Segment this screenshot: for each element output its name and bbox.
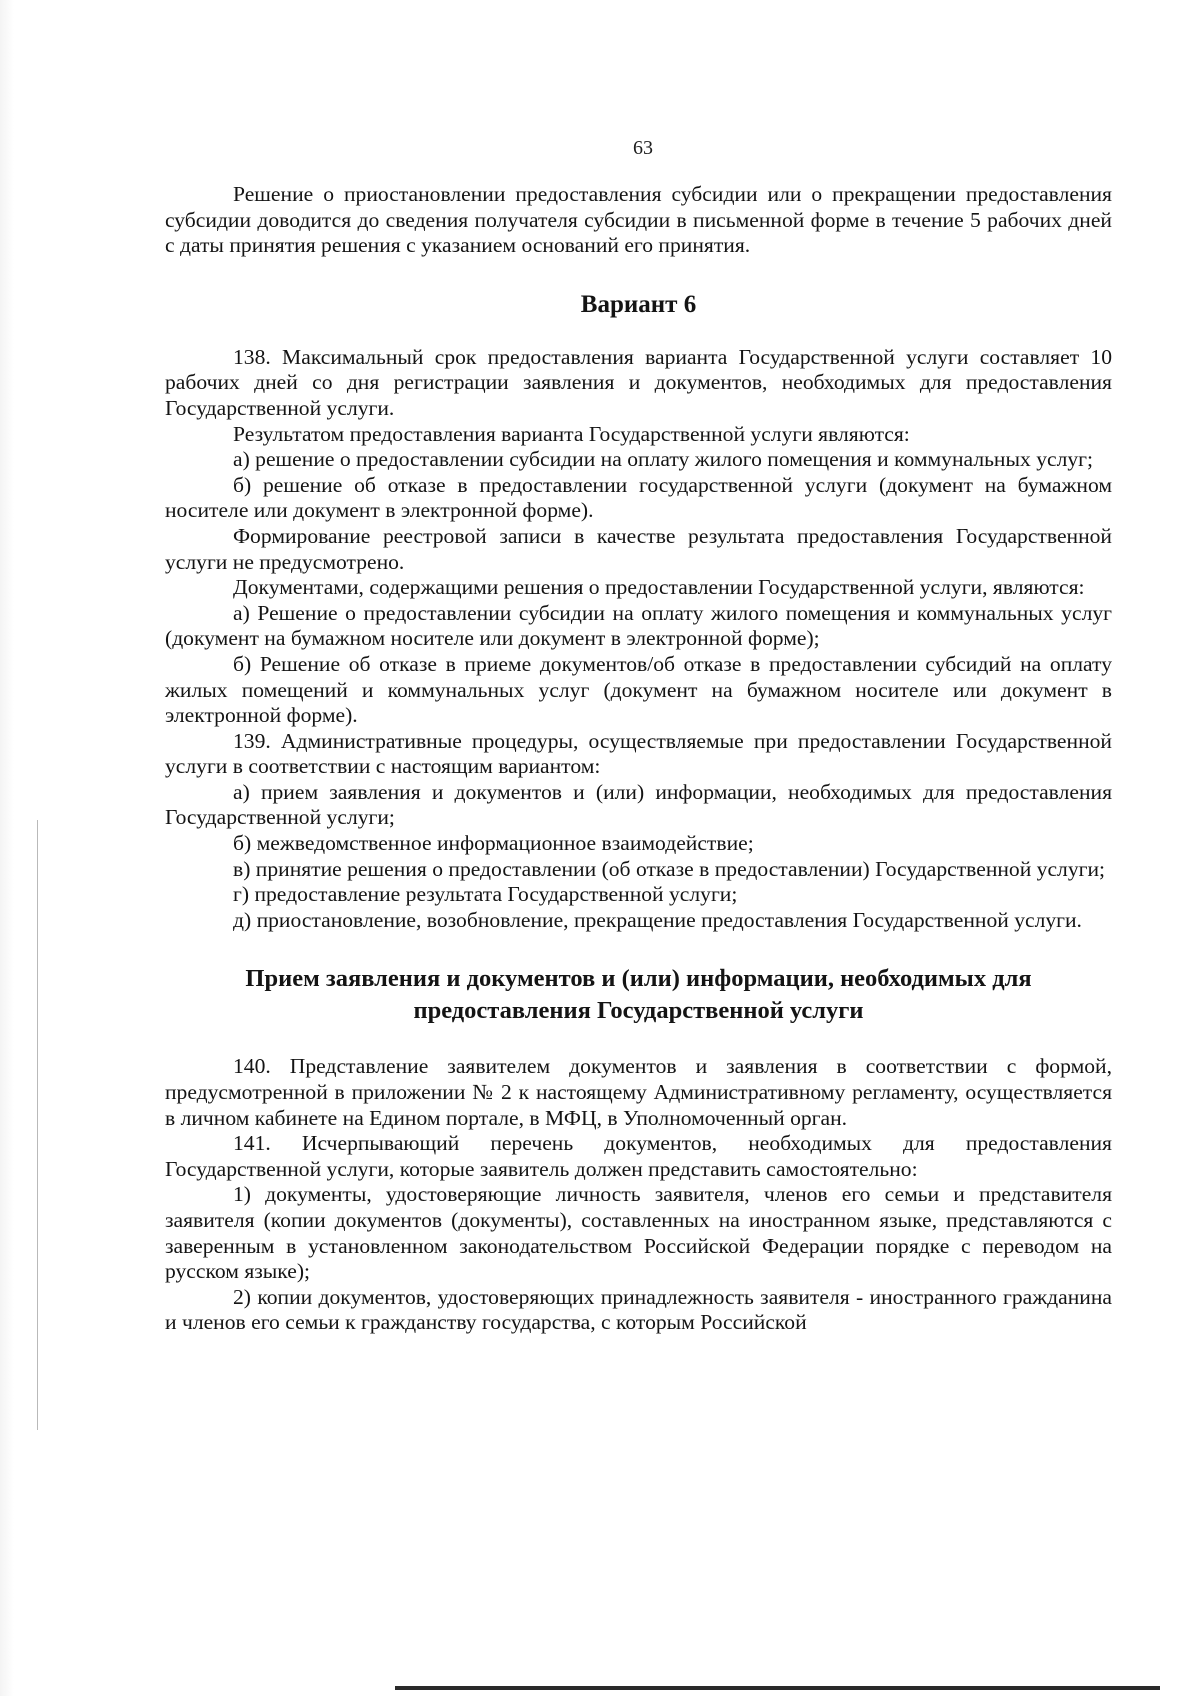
intro-paragraph: Решение о приостановлении предоставления субсидии или о прекращении предоставления субсидии доводится до сведения получателя субсидии в письменной форме в течение 5 рабочих дней с даты принятия решения с указанием оснований его принятия.	[165, 182, 1112, 258]
document-item-1: 1) документы, удостоверяющие личность заявителя, членов его семьи и представителя заявителя (копии документов (документы), составленных на иностранном языке, представляются с заверенным в установленном законодательством Российской Федерации порядке с переводом на русском языке);	[165, 1182, 1112, 1284]
page-number: 63	[633, 137, 653, 159]
scan-sheet-edge	[0, 0, 14, 1696]
section-heading: Прием заявления и документов и (или) информации, необходимых для предоставления Государственной услуги	[245, 965, 1032, 1025]
procedure-b: б) межведомственное информационное взаимодействие;	[233, 831, 754, 856]
paragraph-141: 141. Исчерпывающий перечень документов, необходимых для предоставления Государственной услуги, которые заявитель должен представить самостоятельно:	[165, 1131, 1112, 1181]
decision-docs-intro: Документами, содержащими решения о предоставлении Государственной услуги, являются:	[233, 575, 1085, 600]
document-item-2: 2) копии документов, удостоверяющих принадлежность заявителя - иностранного гражданина и членов его семьи к гражданству государства, с которым Российской	[165, 1284, 1112, 1335]
result-item-a: а) решение о предоставлении субсидии на оплату жилого помещения и коммунальных услуг;	[233, 447, 1094, 472]
procedure-a: а) прием заявления и документов и (или) информации, необходимых для предоставления Государственной услуги;	[165, 779, 1112, 830]
paragraph-140: 140. Представление заявителем документов и заявления в соответствии с формой, предусмотренной в приложении № 2 к настоящему Административному регламенту, осуществляется в личном кабинете на Едином портале, в МФЦ, в Уполномоченный орган.	[165, 1054, 1112, 1130]
paragraph-139: 139. Административные процедуры, осуществляемые при предоставлении Государственной услуги в соответствии с настоящим вариантом:	[165, 728, 1112, 779]
scan-bottom-edge	[395, 1686, 1160, 1690]
result-item-b: б) решение об отказе в предоставлении государственной услуги (документ на бумажном носителе или документ в электронной форме).	[165, 472, 1112, 523]
result-intro: Результатом предоставления варианта Государственной услуги являются:	[233, 421, 910, 446]
document-body	[165, 182, 1112, 1336]
decision-doc-b: б) Решение об отказе в приеме документов/об отказе в предоставлении субсидий на оплату жилых помещений и коммунальных услуг (документ на бумажном носителе или документ в электронной форме).	[165, 651, 1112, 728]
paragraph-138: 138. Максимальный срок предоставления варианта Государственной услуги составляет 10 рабочих дней со дня регистрации заявления и документов, необходимых для предоставления Государственной услуги.	[165, 344, 1112, 420]
registry-note: Формирование реестровой записи в качестве результата предоставления Государственной услуги не предусмотрено.	[165, 523, 1112, 574]
variant-heading: Вариант 6	[580, 290, 697, 318]
scan-margin-mark	[37, 820, 38, 1430]
procedure-e: д) приостановление, возобновление, прекращение предоставления Государственной услуги.	[233, 907, 1082, 932]
decision-doc-a: а) Решение о предоставлении субсидии на оплату жилого помещения и коммунальных услуг (документ на бумажном носителе или документ в электронной форме);	[165, 600, 1112, 651]
procedure-d: г) предоставление результата Государственной услуги;	[233, 882, 738, 907]
procedure-c: в) принятие решения о предоставлении (об отказе в предоставлении) Государственной услуги;	[233, 856, 1106, 881]
